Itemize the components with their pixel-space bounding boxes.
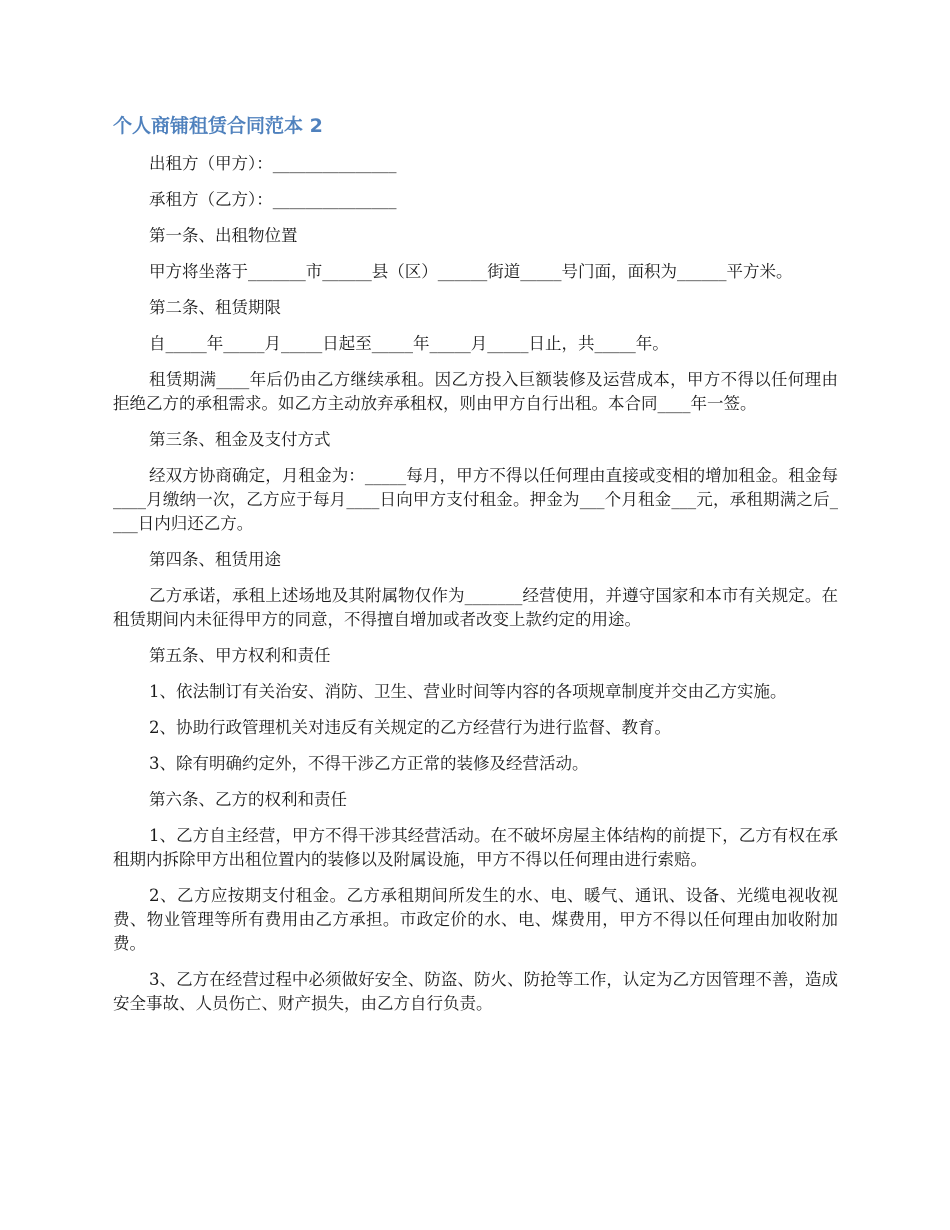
article-5-item-1: 1、依法制订有关治安、消防、卫生、营业时间等内容的各项规章制度并交由乙方实施。 — [149, 682, 787, 701]
lessee-line: 承租方（乙方）：_______________ — [149, 190, 397, 209]
article-1-heading: 第一条、出租物位置 — [149, 226, 298, 245]
article-3-heading: 第三条、租金及支付方式 — [149, 430, 331, 449]
article-2-renewal: 租赁期满____年后仍由乙方继续承租。因乙方投入巨额装修及运营成本，甲方不得以任何理由拒绝乙方的承租需求。如乙方主动放弃承租权，则由甲方自行出租。本合同____年一签。 — [113, 370, 838, 413]
article-2-heading: 第二条、租赁期限 — [149, 298, 281, 317]
article-4-body: 乙方承诺，承租上述场地及其附属物仅作为_______经营使用，并遵守国家和本市有关规定。在租赁期间内未征得甲方的同意，不得擅自增加或者改变上款约定的用途。 — [113, 586, 838, 629]
article-5-item-2: 2、协助行政管理机关对违反有关规定的乙方经营行为进行监督、教育。 — [149, 718, 671, 737]
article-6-item-2: 2、乙方应按期支付租金。乙方承租期间所发生的水、电、暖气、通讯、设备、光缆电视收视费、物业管理等所有费用由乙方承担。市政定价的水、电、煤费用，甲方不得以任何理由加收附加费。 — [113, 886, 838, 953]
article-5-item-3: 3、除有明确约定外，不得干涉乙方正常的装修及经营活动。 — [149, 754, 589, 773]
article-6-heading: 第六条、乙方的权利和责任 — [149, 790, 347, 809]
article-4-heading: 第四条、租赁用途 — [149, 550, 281, 569]
document-page — [113, 112, 838, 1028]
document-title: 个人商铺租赁合同范本 2 — [113, 115, 323, 137]
article-1-body: 甲方将坐落于_______市______县（区）______街道_____号门面，面积为______平方米。 — [149, 262, 793, 281]
lessor-line: 出租方（甲方）：_______________ — [149, 154, 397, 173]
article-3-body: 经双方协商确定，月租金为：_____每月，甲方不得以任何理由直接或变相的增加租金。租金每____月缴纳一次，乙方应于每月____日向甲方支付租金。押金为___个月租金___元，承租期满之后____日内归还乙方。 — [113, 466, 838, 533]
article-6-item-1: 1、乙方自主经营，甲方不得干涉其经营活动。在不破坏房屋主体结构的前提下，乙方有权在承租期内拆除甲方出租位置内的装修以及附属设施，甲方不得以任何理由进行索赔。 — [113, 826, 838, 869]
article-6-item-3: 3、乙方在经营过程中必须做好安全、防盗、防火、防抢等工作，认定为乙方因管理不善，造成安全事故、人员伤亡、财产损失，由乙方自行负责。 — [113, 970, 838, 1013]
article-2-period: 自_____年_____月_____日起至_____年_____月_____日止，共_____年。 — [149, 334, 669, 353]
article-5-heading: 第五条、甲方权利和责任 — [149, 646, 331, 665]
